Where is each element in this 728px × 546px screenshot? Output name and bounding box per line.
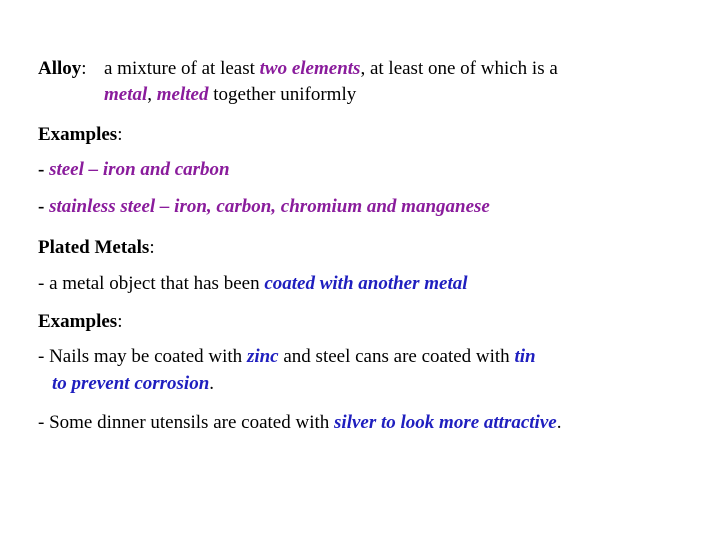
plated-em-tin: tin bbox=[514, 346, 536, 367]
alloy-em-melted: melted bbox=[156, 84, 209, 105]
alloy-example-stainless-steel: - stainless steel – iron, carbon, chromium and manganese bbox=[38, 196, 490, 217]
alloy-em-metal: metal bbox=[104, 84, 148, 105]
alloy-term: Alloy bbox=[38, 58, 82, 79]
alloy-em-two-elements: two elements bbox=[259, 58, 361, 79]
plated-em-silver: silver to look more attractive bbox=[334, 412, 557, 433]
plated-examples-heading: Examples: bbox=[38, 311, 123, 332]
plated-metals-definition: - a metal object that has been coated with another metal bbox=[38, 273, 468, 294]
plated-example-nails-line2: to prevent corrosion. bbox=[52, 373, 215, 394]
plated-metals-heading: Plated Metals: bbox=[38, 237, 155, 258]
plated-example-nails-line1: - Nails may be coated with zinc and steel cans are coated with tin bbox=[38, 346, 536, 367]
plated-em-corrosion: to prevent corrosion bbox=[52, 373, 210, 394]
alloy-def-text: a mixture of at least bbox=[104, 58, 260, 79]
alloy-definition-line2: metal, melted together uniformly bbox=[104, 84, 357, 105]
alloy-definition-line1: Alloy: a mixture of at least two elements, at least one of which is a bbox=[38, 58, 558, 79]
alloy-example-steel: - steel – iron and carbon bbox=[38, 159, 230, 180]
plated-em-coated: coated with another metal bbox=[264, 273, 468, 294]
alloy-examples-heading: Examples: bbox=[38, 124, 123, 145]
plated-example-utensils: - Some dinner utensils are coated with silver to look more attractive. bbox=[38, 412, 562, 433]
plated-em-zinc: zinc bbox=[246, 346, 279, 367]
